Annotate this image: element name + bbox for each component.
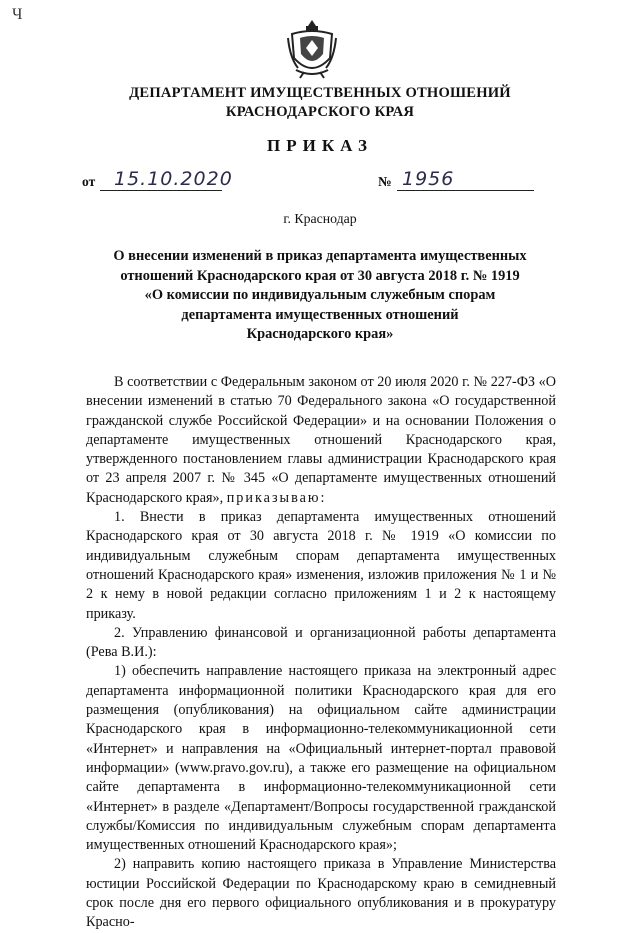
subject-line: отношений Краснодарского края от 30 августа 2018 г. № 1919: [120, 267, 520, 284]
order-subject: [80, 247, 560, 345]
organization-name-line2: КРАСНОДАРСКОГО КРАЯ: [225, 104, 415, 120]
paragraph-subitem-1: 1) обеспечить направление настоящего приказа на электронный адрес департамента информационной политики Краснодарского края для его размещения (опубликования) на официальном сайте администрации Краснодарского края в информационно-телекоммуникационной сети «Интернет» и направления на «Официальный интернет-портал правовой информации» (www.pravo.gov.ru), а также его размещение на официальном сайте департамента в информационно-телекоммуникационной сети «Интернет» в разделе «Департамент/Вопросы государственной гражданской службы/Комиссия по индивидуальным служебным спорам департамента имущественных отношений Краснодарского края»;: [86, 663, 556, 854]
date-prefix: от: [82, 174, 96, 189]
corner-handwritten-mark: Ч: [12, 6, 23, 23]
subject-line: департамента имущественных отношений: [181, 306, 459, 323]
document-type-title: ПРИКАЗ: [267, 136, 373, 155]
subject-line: «О комиссии по индивидуальным служебным спорам: [144, 287, 496, 303]
date-value-handwritten: 15.10.2020: [114, 168, 233, 190]
city-name: г. Краснодар: [283, 211, 357, 226]
number-underline: [397, 190, 534, 191]
paragraph-preamble: [86, 373, 556, 508]
number-value-handwritten: 1956: [402, 168, 455, 190]
preamble-text: В соответствии с Федеральным законом от 20 июля 2020 г. № 227-ФЗ «О внесении изменений в статью 70 Федерального закона «О государственной гражданской службе Российской Федерации» и на основании Положения о департаменте имущественных отношений Краснодарского края, утвержденного постановлением главы администрации Краснодарского края от 23 апреля 2007 г. № 345 «О департаменте имущественных отношений Краснодарского края»,: [86, 374, 556, 506]
order-body: [86, 373, 556, 933]
subject-line: Краснодарского края»: [246, 326, 394, 342]
paragraph-subitem-2: 2) направить копию настоящего приказа в Управление Министерства юстиции Российской Федерации по Краснодарскому краю в семидневный срок после дня его первого официального опубликования и в прокуратуру Красно-: [86, 856, 556, 931]
number-prefix: №: [378, 174, 392, 189]
order-word: приказываю:: [226, 489, 327, 506]
date-underline: [100, 190, 222, 191]
subject-line: О внесении изменений в приказ департамента имущественных: [113, 248, 527, 264]
paragraph-item-2: 2. Управлению финансовой и организационной работы департамента (Рева В.И.):: [86, 624, 556, 661]
krasnodar-coat-of-arms-icon: [286, 18, 338, 80]
paragraph-item-1: 1. Внести в приказ департамента имущественных отношений Краснодарского края от 30 августа 2018 г. № 1919 «О комиссии по индивидуальным служебным спорам департамента имущественных отношений Краснодарского края» изменения, изложив приложения № 1 и № 2 к нему в новой редакции согласно приложениям 1 и 2 к настоящему приказу.: [86, 509, 556, 622]
organization-name-line1: ДЕПАРТАМЕНТ ИМУЩЕСТВЕННЫХ ОТНОШЕНИЙ: [129, 85, 511, 101]
